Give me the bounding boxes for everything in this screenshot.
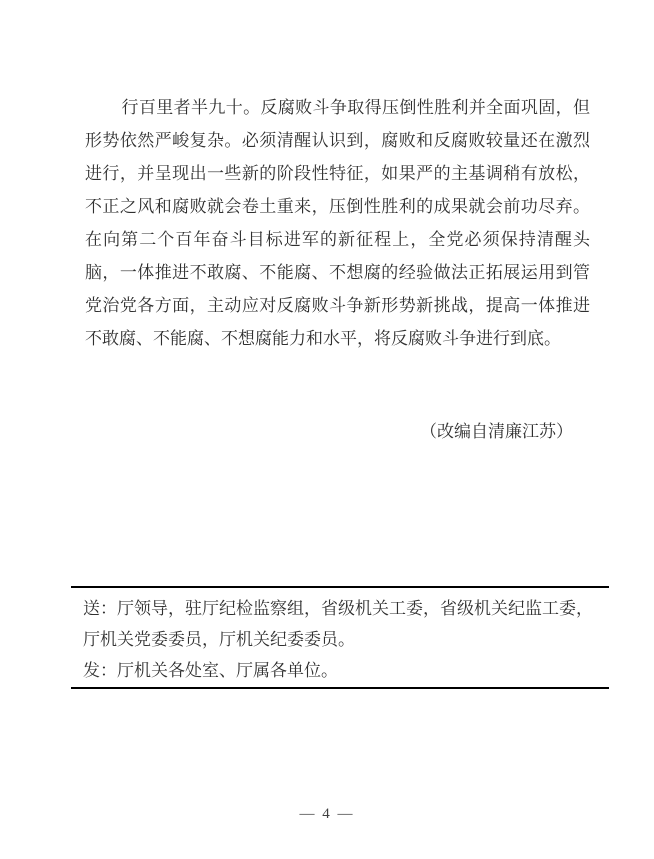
paragraph-line: 脑，一体推进不敢腐、不能腐、不想腐的经验做法正拓展运用到管: [85, 263, 590, 282]
paragraph-line: 在向第二个百年奋斗目标进军的新征程上，全党必须保持清醒头: [85, 230, 590, 249]
distribution-send-continuation: 厅机关党委委员，厅机关纪委委员。: [83, 630, 355, 649]
distribution-send-line: 送：厅领导，驻厅纪检监察组，省级机关工委，省级机关纪监工委，: [83, 599, 593, 618]
distribution-block: [83, 593, 605, 686]
paragraph-line: 不敢腐、不能腐、不想腐能力和水平，将反腐败斗争进行到底。: [85, 329, 561, 348]
paragraph-line: 进行，并呈现出一些新的阶段性特征，如果严的主基调稍有放松，: [85, 164, 590, 183]
separator-line-top: [71, 586, 609, 588]
paragraph-line: 形势依然严峻复杂。必须清醒认识到，腐败和反腐败较量还在激烈: [85, 131, 590, 150]
source-attribution: （改编自清廉江苏）: [420, 422, 573, 441]
page-number: — 4 —: [299, 806, 355, 822]
paragraph-line: 行百里者半九十。反腐败斗争取得压倒性胜利并全面巩固，但: [121, 98, 590, 117]
separator-line-bottom: [71, 687, 609, 689]
paragraph-line: 党治党各方面，主动应对反腐败斗争新形势新挑战，提高一体推进: [85, 296, 590, 315]
body-paragraph: [85, 91, 590, 355]
distribution-issue-line: 发：厅机关各处室、厅属各单位。: [83, 661, 338, 680]
paragraph-line: 不正之风和腐败就会卷土重来，压倒性胜利的成果就会前功尽弃。: [85, 197, 590, 216]
